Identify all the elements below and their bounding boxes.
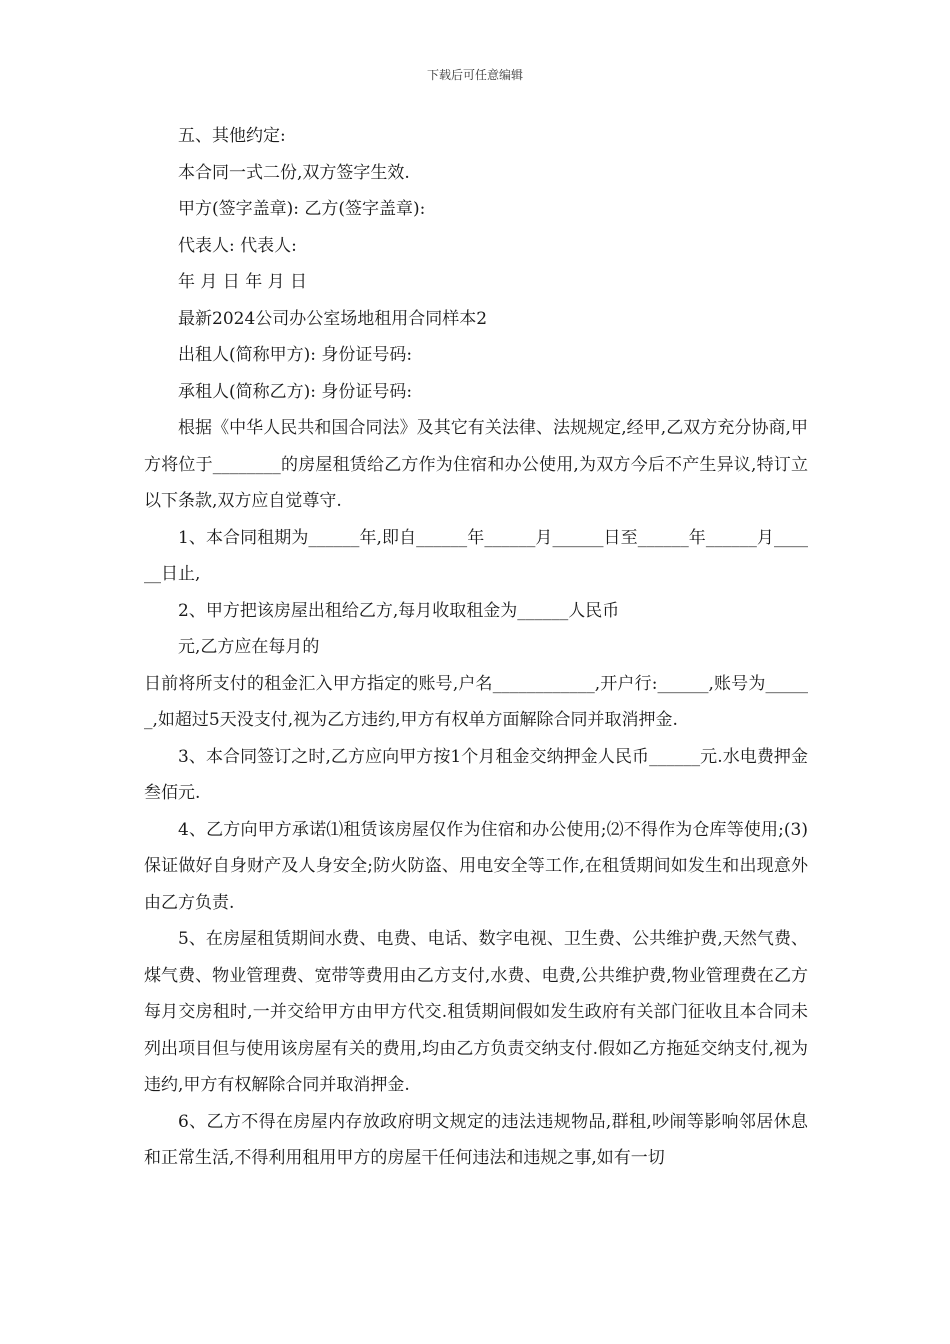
contract-title: 最新2024公司办公室场地租用合同样本2: [178, 308, 488, 329]
lessor-line: 出租人(简称甲方): 身份证号码:: [178, 345, 413, 365]
document-body: [144, 118, 808, 1177]
section-five-heading: 五、其他约定:: [178, 126, 286, 146]
date-line: 年 月 日 年 月 日: [178, 272, 308, 292]
clause-3-deposit: 3、本合同签订之时,乙方应向甲方按1个月租金交纳押金人民币______元.水电费押金叁佰元.: [144, 746, 808, 803]
clause-4-usage: 4、乙方向甲方承诺⑴租赁该房屋仅作为住宿和办公使用;⑵不得作为仓库等使用;(3)保证做好自身财产及人身安全;防火防盗、用电安全等工作,在租赁期间如发生和出现意外由乙方负责.: [144, 819, 808, 913]
clause-2-payment: 日前将所支付的租金汇入甲方指定的账号,户名____________,开户行:______,账号为______,如超过5天没支付,视为乙方违约,甲方有权单方面解除合同并取消押金.: [144, 673, 808, 730]
clause-5-fees: 5、在房屋租赁期间水费、电费、电话、数字电视、卫生费、公共维护费,天然气费、煤气费、物业管理费、宽带等费用由乙方支付,水费、电费,公共维护费,物业管理费在乙方每月交房租时,一并交给甲方由甲方代交.租赁期间假如发生政府有关部门征收且本合同未列出项目但与使用该房屋有关的费用,均由乙方负责交纳支付.假如乙方拖延交纳支付,视为违约,甲方有权解除合同并取消押金.: [144, 929, 808, 1095]
clause-2-rent-cont: 元,乙方应在每月的: [178, 637, 320, 657]
signature-line: 甲方(签字盖章): 乙方(签字盖章):: [178, 199, 426, 219]
representative-line: 代表人: 代表人:: [178, 235, 297, 256]
page-header: 下载后可任意编辑: [426, 68, 523, 82]
copies-clause: 本合同一式二份,双方签字生效.: [178, 162, 410, 183]
clause-6-prohibited: 6、乙方不得在房屋内存放政府明文规定的违法违规物品,群租,吵闹等影响邻居休息和正常生活,不得利用租用甲方的房屋干任何违法和违规之事,如有一切: [144, 1111, 808, 1168]
preamble-paragraph: 根据《中华人民共和国合同法》及其它有关法律、法规规定,经甲,乙双方充分协商,甲方将位于________的房屋租赁给乙方作为住宿和办公使用,为双方今后不产生异议,特订立以下条款,双方应自觉尊守.: [144, 418, 808, 511]
clause-1-term: 1、本合同租期为______年,即自______年______月______日至______年______月______日止,: [144, 527, 808, 584]
lessee-line: 承租人(简称乙方): 身份证号码:: [178, 381, 413, 402]
clause-2-rent: 2、甲方把该房屋出租给乙方,每月收取租金为______人民币: [178, 600, 620, 621]
